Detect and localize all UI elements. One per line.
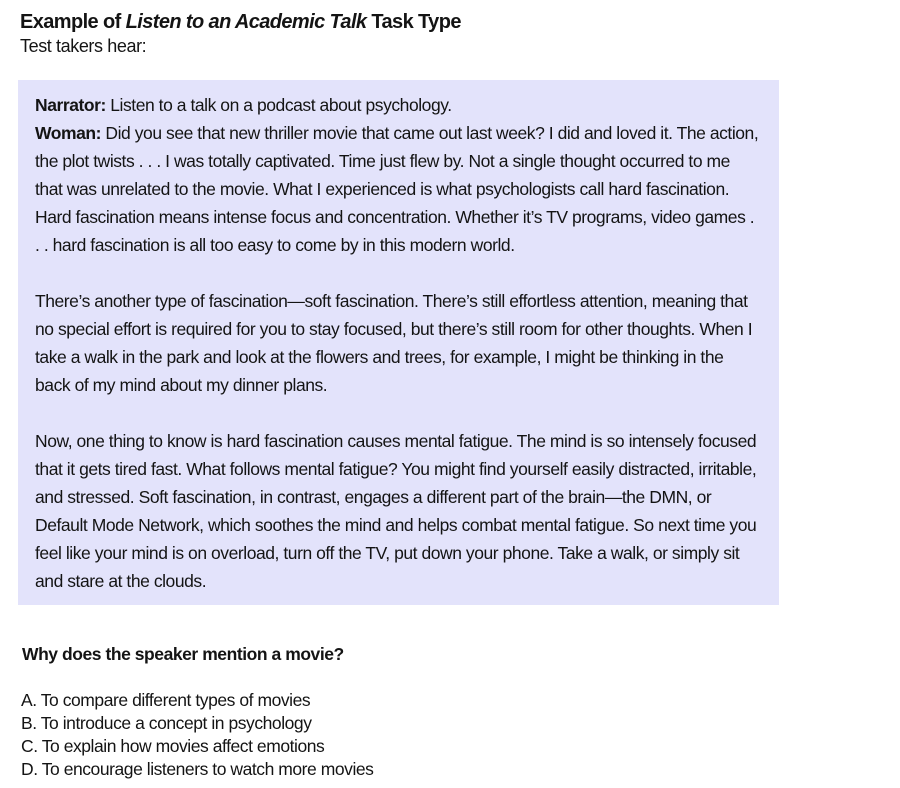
answer-option-c[interactable]: C. To explain how movies affect emotions [21,736,325,756]
title-suffix: Task Type [366,11,461,33]
answer-option-d[interactable]: D. To encourage listeners to watch more movies [21,759,374,779]
narrator-line [35,91,759,119]
answer-option-b[interactable]: B. To introduce a concept in psychology [21,713,312,733]
narrator-text: Listen to a talk on a podcast about psychology. [105,95,452,115]
woman-paragraph-3: Now, one thing to know is hard fascination causes mental fatigue. The mind is so intensely focused that it gets tired fast. What follows mental fatigue? You might find yourself easily distracted, irritable, and stressed. Soft fascination, in contrast, engages a different part of the brain—the DMN, or Default Mode Network, which soothes the mind and helps combat mental fatigue. So next time you feel like your mind is on overload, turn off the TV, put down your phone. Take a walk, or simply sit and stare at the clouds. [35,431,757,591]
woman-paragraph-2: There’s another type of fascination—soft fascination. There’s still effortless attention, meaning that no special effort is required for you to stay focused, but there’s still room for other thoughts. When I take a walk in the park and look at the flowers and trees, for example, I might be thinking in the back of my mind about my dinner plans. [35,291,753,395]
answer-option-a[interactable]: A. To compare different types of movies [21,690,311,710]
woman-paragraph-1 [35,119,759,259]
narrator-label: Narrator: [35,95,106,115]
title-prefix: Example of [20,11,126,33]
answer-options [21,689,373,781]
question-prompt: Why does the speaker mention a movie? [22,644,344,664]
transcript-box [18,80,779,605]
page-subtitle: Test takers hear: [20,36,147,56]
page-title [20,9,461,35]
title-task-name: Listen to an Academic Talk [125,11,367,33]
woman-label: Woman: [35,123,102,143]
woman-text-1: Did you see that new thriller movie that came out last week? I did and loved it. The action, the plot twists . . . I was totally captivated. Time just flew by. Not a single thought occurred to me that was unrelated to the movie. What I experienced is what psychologists call hard fascination. Hard fascination means intense focus and concentration. Whether it’s TV programs, video games . . . hard fascination is all too easy to come by in this modern world. [35,123,759,255]
